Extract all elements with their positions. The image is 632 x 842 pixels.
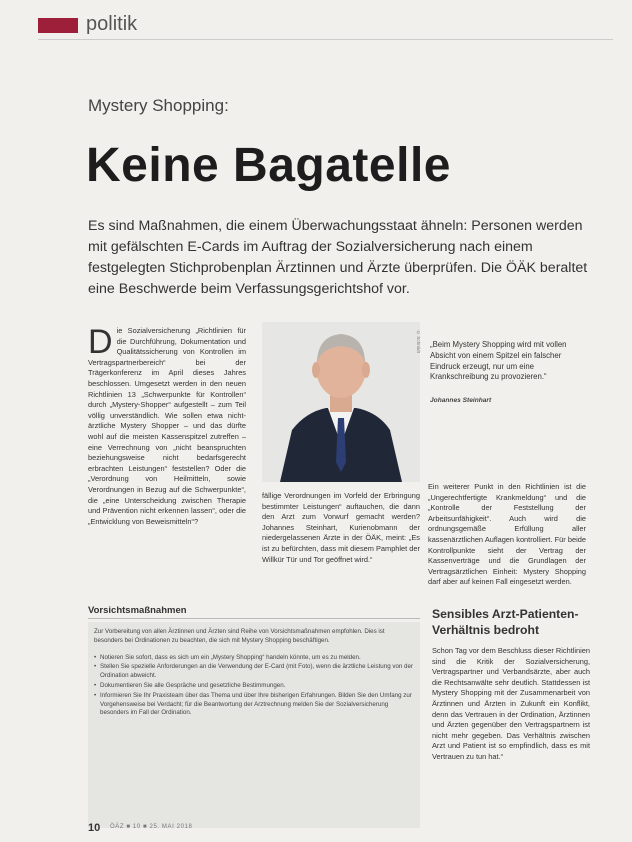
subheading: Sensibles Arzt-Patienten-Verhältnis bedroht bbox=[432, 607, 579, 637]
drop-cap: D bbox=[88, 323, 113, 361]
article-column-2: fällige Verordnungen im Vorfeld der Erbringung bestimmter Leistungen“ auftauchen, die dann den Arzt zum Vorwurf gemacht werden? Johannes Steinhart, Kurienobmann der niedergelassenen Ärzte in der ÖÄK, meint: „Es ist zu befürchten, dass mit diesem Pamphlet der Willkür Tür und Tor geöffnet wird.“ bbox=[262, 491, 420, 564]
list-item: • Stellen Sie spezielle Anforderungen an die Verwendung der E-Card (mit Foto), wenn die ärztliche Leistung von der Ordination abweicht. bbox=[94, 663, 414, 681]
portrait-photo bbox=[262, 322, 420, 482]
article-column-3-continued: Schon Tag vor dem Beschluss dieser Richtlinien sind die Kritik der Sozialversicherung, Vertragspartner und Verbandsärzte, aber auch die Rechtsanwälte sehr deutlich. Stattdessen ist Mystery Shopping mit der Zusammenarbeit von Ärztinnen und Ärzten in Zukunft ein Konflikt, denn das Vertrauen in der Ordination, Ärztinnen und Ärzten gegenüber den Vertragspartnern ist nicht mehr gegeben. Das Verhältnis zwischen Arzt und Patient ist so empfindlich, dass es mit Vertrauen zu tun hat.“ bbox=[432, 646, 590, 761]
info-box-body bbox=[88, 622, 420, 828]
info-box-list bbox=[94, 654, 414, 719]
article-lead: Es sind Maßnahmen, die einem Überwachungsstaat ähneln: Personen werden mit gefälschten E-Cards im Auftrag der Sozialversicherung nach einem festgelegten Stichprobenplan Ärztinnen und Ärzte überprüfen. Die ÖÄK beraltet eine Beschwerde beim Verfassungsgerichtshof vor. bbox=[88, 218, 588, 297]
pull-quote bbox=[430, 340, 580, 404]
list-item: • Informieren Sie Ihr Praxisteam über das Thema und über Ihre bisherigen Erfahrungen. Bilden Sie den Umfang zur Vorgehensweise bei Verdacht; für die Beantwortung der Arztrechnung melden Sie der Sozialversicherung besonders im Fall der Ordination. bbox=[94, 692, 414, 718]
header-divider bbox=[38, 39, 613, 40]
column-1-text: ie Sozialversicherung „Richtlinien für die Durchführung, Dokumentation und Qualitätssicherung von Kontrollen im Vertragspartnerbereich“ bei der Trägerkonferenz im April dieses Jahres beschlossen. Umgesetzt werden in den neuen Richtlinien 13 „Schwerpunkte für Kontrollen“ durch „Mystery-Shopper“ aufgestellt – zum Teil völlig unverständlich. Wie sollen etwa nicht-ärztliche Mystery Shopper – und das dürfte wohl auf die meisten Kassenspitzel zutreffen – eine Verrechnung von „nicht beanspruchten beziehungsweise nicht bedarfsgerecht erbrachten Leistungen“ feststellen? Oder die „Verordnung von Heilmitteln, sowie Verordnungen in Bezug auf die Schwerpunkte“, die „eine Unterscheidung zwischen Therapie und Prävention nicht erkennen lassen“, oder die „Entwicklung von Beweismitteln“? bbox=[88, 326, 246, 526]
info-box bbox=[88, 605, 420, 835]
list-item: • Dokumentieren Sie alle Gespräche und gesetzliche Bestimmungen. bbox=[94, 682, 414, 691]
section-color-bar bbox=[38, 18, 78, 33]
section-label: politik bbox=[86, 13, 138, 35]
quote-author: Johannes Steinhart bbox=[430, 397, 492, 405]
article-column-3: Ein weiterer Punkt in den Richtlinien ist die „Ungerechtfertigte Krankmeldung“ und die „Kontrolle der Feststellung der Arbeitsunfähigkeit“. Auch wird die ordnungsgemäße Erfüllung aller kassenärztlichen Auflagen kontrolliert. Für beide Kontrollpunkte sieht der Vertrag der Kassenverträge und die Grundlagen der Vertragsärztlichen Einheit: Mystery Shopping darf aber auf keinen Fall eingesetzt werden. bbox=[428, 482, 586, 587]
article-headline: Keine Bagatelle bbox=[86, 139, 451, 192]
issue-info: ÖÄZ ■ 10 ■ 25. MAI 2018 bbox=[110, 824, 193, 830]
quote-text: „Beim Mystery Shopping wird mit vollen Absicht von einem Spitzel ein falscher Eindruck erzeugt, nur um eine Krankschreibung zu provozieren.“ bbox=[430, 340, 567, 382]
photo-credit: © Schmidt bbox=[416, 330, 421, 353]
info-box-intro: Zur Vorbereitung von allen Ärztinnen und Ärzten sind Reihe von Vorsichtsmaßnahmen empfohlen. Dies ist besonders bei Ordinationen zu beachten, die sich mit Mystery Shopping beschäftigen. bbox=[94, 628, 385, 644]
article-column-1 bbox=[88, 323, 246, 527]
page-number: 10 bbox=[88, 822, 101, 834]
list-item: • Notieren Sie sofort, dass es sich um ein „Mystery Shopping“ handeln könnte, um es zu melden. bbox=[94, 654, 414, 663]
article-kicker: Mystery Shopping: bbox=[88, 96, 229, 115]
portrait-illustration bbox=[262, 322, 420, 482]
info-box-title: Vorsichtsmaßnahmen bbox=[88, 605, 420, 619]
